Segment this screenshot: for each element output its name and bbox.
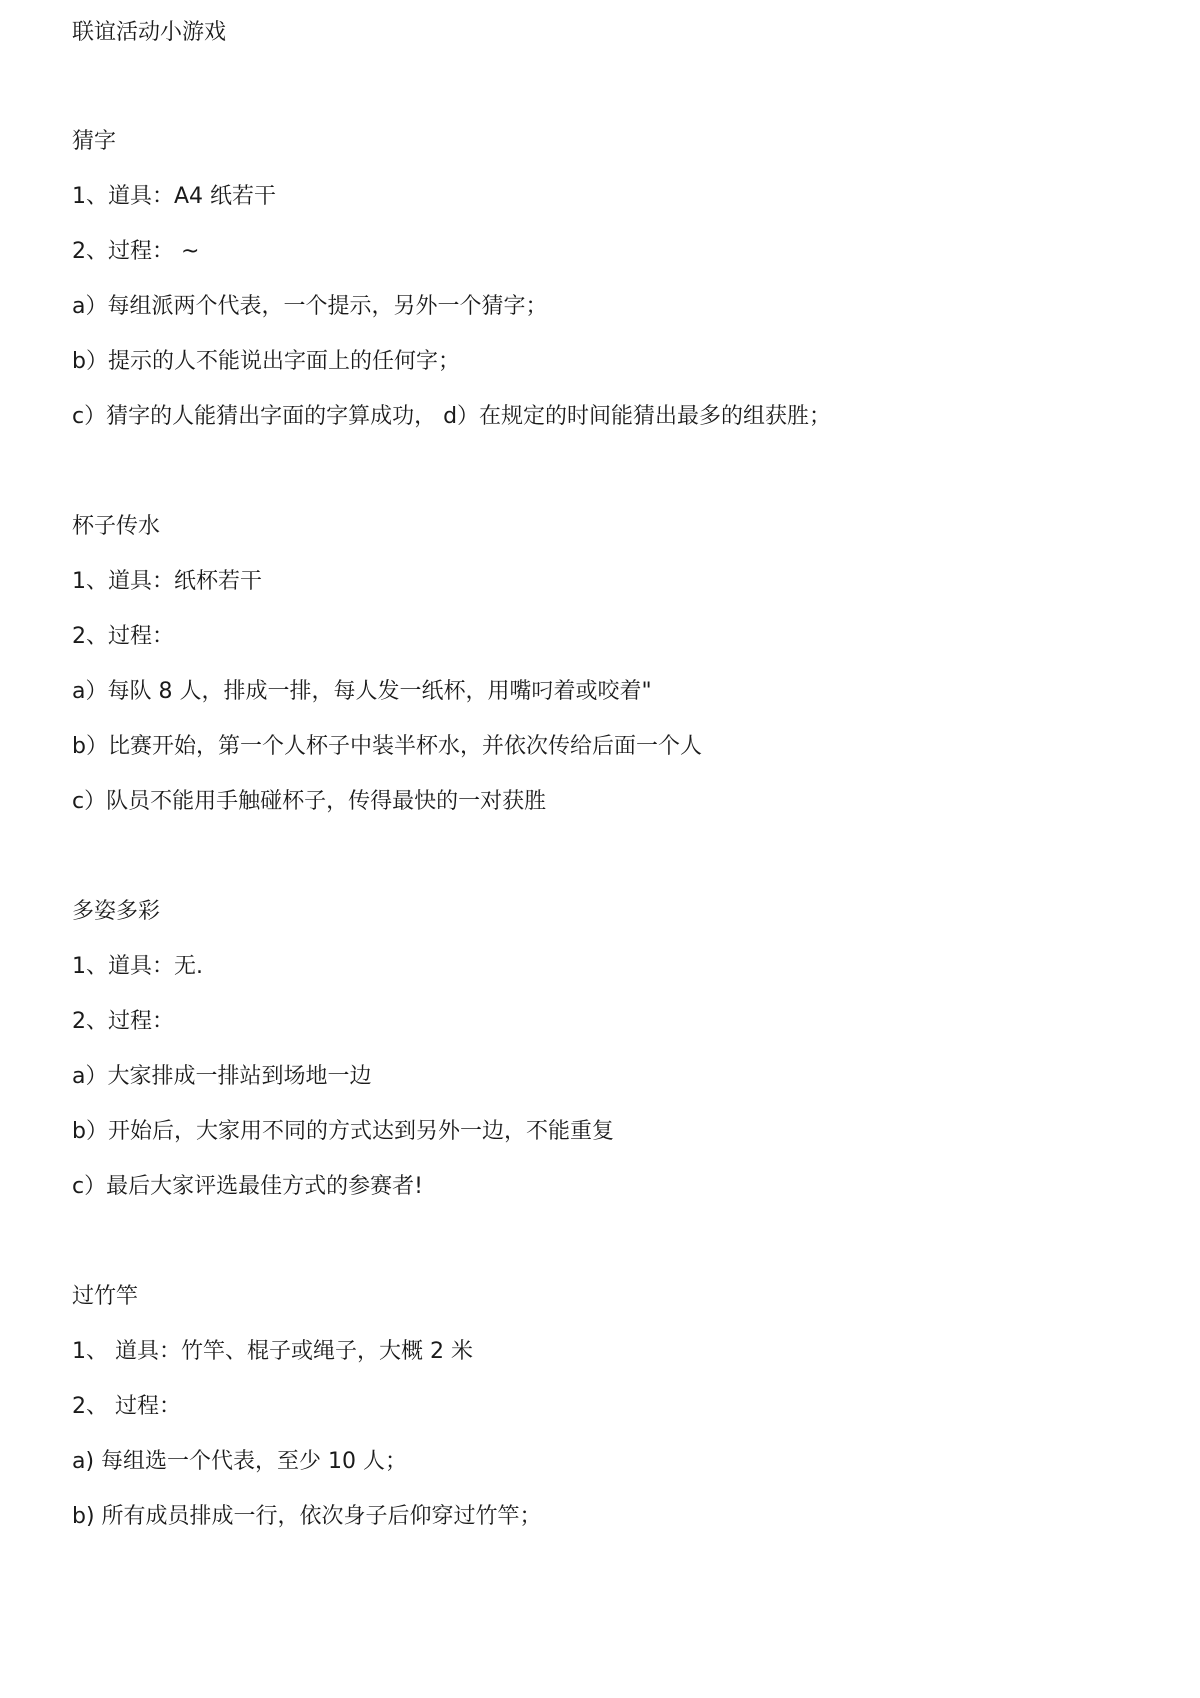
section-line: a）大家排成一排站到场地一边 — [72, 1064, 372, 1089]
section-line: 2、 过程： — [72, 1394, 181, 1419]
section-line: b) 所有成员排成一行，依次身子后仰穿过竹竿； — [72, 1504, 542, 1529]
section-line: a）每组派两个代表，一个提示，另外一个猜字； — [72, 294, 548, 319]
section-line: 1、道具：无. — [72, 954, 203, 979]
section-line: 2、过程： ~ — [72, 239, 200, 264]
section-heading: 过竹竿 — [72, 1284, 139, 1309]
section-line: 1、 道具：竹竿、棍子或绳子，大概 2 米 — [72, 1339, 473, 1364]
section-line: c）队员不能用手触碰杯子，传得最快的一对获胜 — [72, 789, 547, 814]
section-line: 2、过程： — [72, 1009, 174, 1034]
section-line: a）每队 8 人，排成一排，每人发一纸杯，用嘴叼着或咬着" — [72, 679, 652, 704]
section-line: 1、道具：A4 纸若干 — [72, 184, 277, 209]
section-line: b）开始后，大家用不同的方式达到另外一边，不能重复 — [72, 1119, 614, 1144]
section-line: 1、道具：纸杯若干 — [72, 569, 262, 594]
section-line: c）猜字的人能猜出字面的字算成功， d）在规定的时间能猜出最多的组获胜； — [72, 404, 832, 429]
section-line: c）最后大家评选最佳方式的参赛者! — [72, 1174, 423, 1199]
section-heading: 猜字 — [72, 129, 117, 154]
document-title: 联谊活动小游戏 — [72, 20, 227, 45]
section-heading: 多姿多彩 — [72, 899, 161, 924]
section-heading: 杯子传水 — [72, 514, 161, 539]
section-line: b）提示的人不能说出字面上的任何字； — [72, 349, 460, 374]
section-line: 2、过程： — [72, 624, 174, 649]
section-line: a) 每组选一个代表，至少 10 人； — [72, 1449, 408, 1474]
section-line: b）比赛开始，第一个人杯子中装半杯水，并依次传给后面一个人 — [72, 734, 702, 759]
